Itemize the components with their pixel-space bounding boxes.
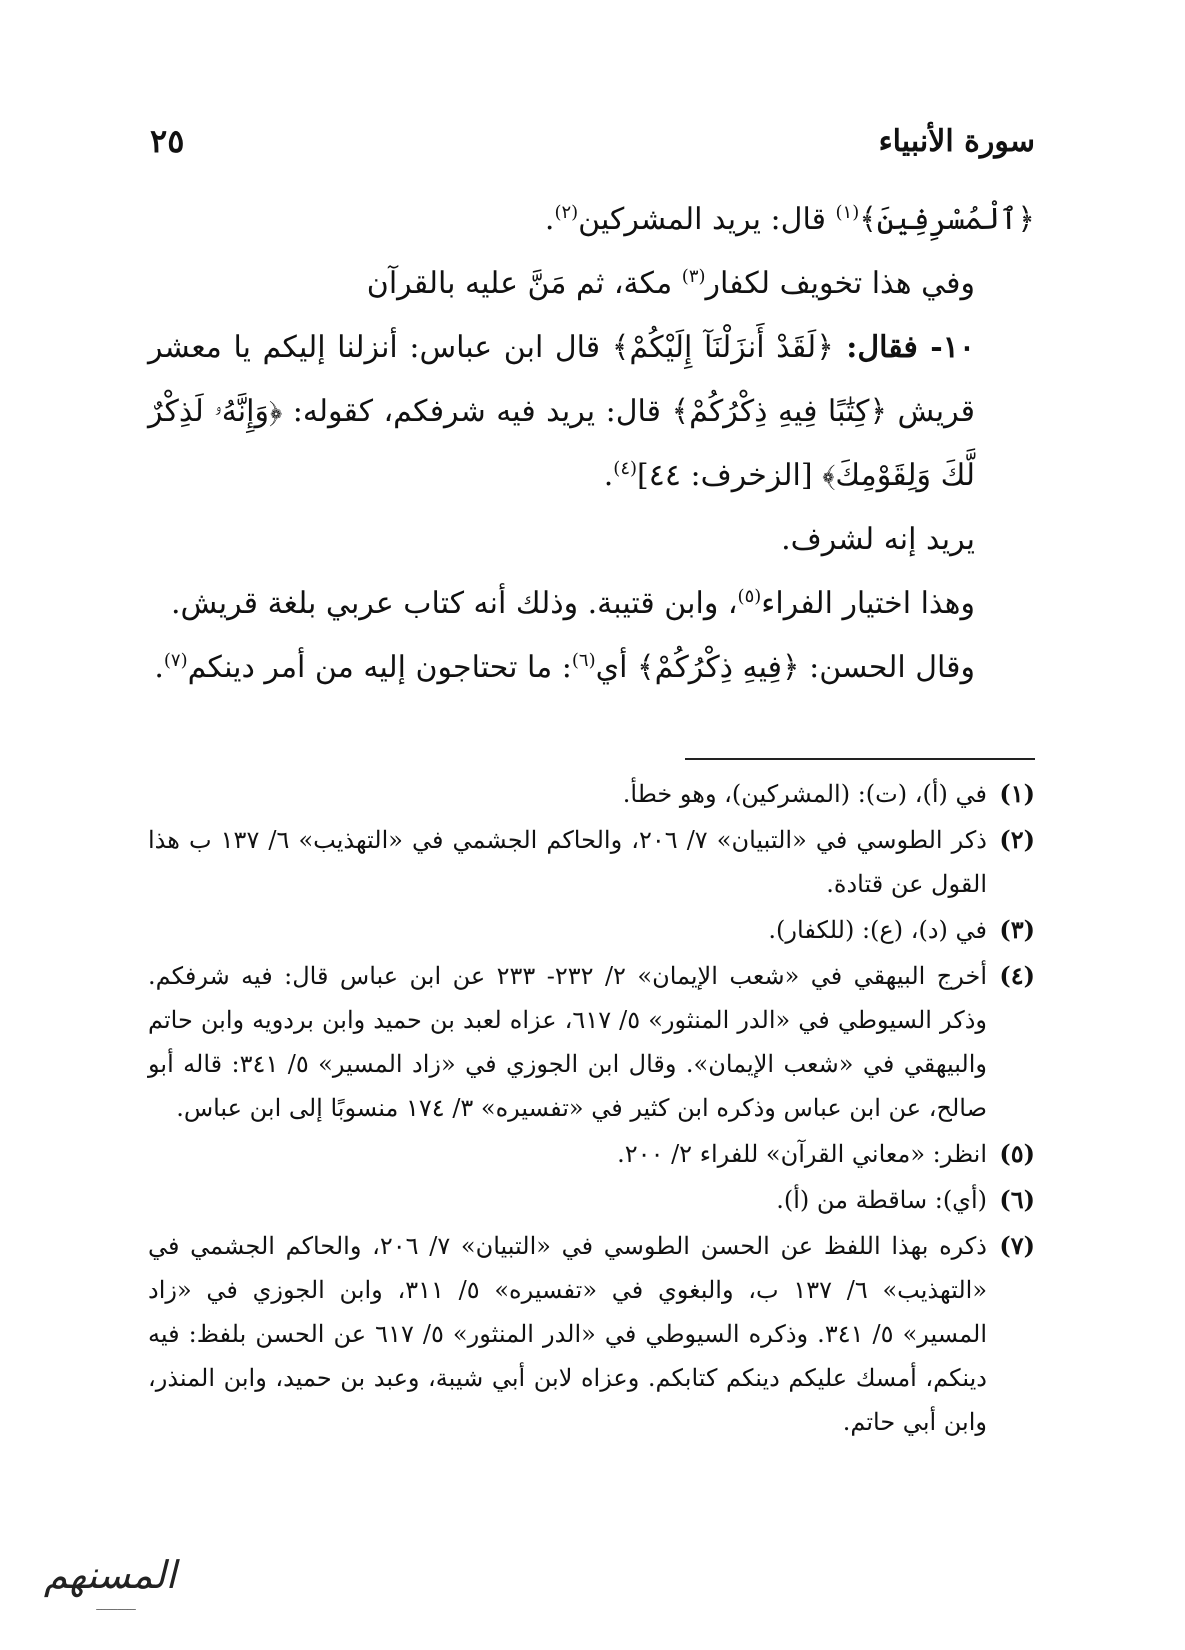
paragraph-5 — [148, 572, 1035, 636]
paragraph-text: [الزخرف: ٤٤] — [637, 458, 823, 493]
footnotes — [148, 772, 1035, 1446]
footnote-number: (٧) — [999, 1231, 1035, 1260]
footnote — [148, 1178, 1035, 1222]
footnote-text: في (أ)، (ت): (المشركين)، وهو خطأ. — [622, 780, 987, 808]
paragraph-1 — [148, 188, 1035, 252]
footnote-text: (أي): ساقطة من (أ). — [776, 1186, 987, 1214]
quran-verse: ﴿ لَقَدْ أَنزَلْنَآ إِلَيْكُمْ ﴾ — [612, 330, 834, 365]
footnote-number: (٣) — [999, 915, 1035, 944]
footnote-text: ذكر الطوسي في «التبيان» ٧/ ٢٠٦، والحاكم الجشمي في «التهذيب» ٦/ ١٣٧ ب هذا القول عن قتادة. — [148, 826, 987, 898]
footnote-number: (٦) — [999, 1185, 1035, 1214]
footnote-ref: (٣) — [681, 266, 706, 287]
paragraph-text: أي — [595, 650, 637, 685]
paragraph-4 — [148, 508, 1035, 572]
main-text — [148, 188, 1035, 700]
footnote-text: ذكره بهذا اللفظ عن الحسن الطوسي في «التبيان» ٧/ ٢٠٦، والحاكم الجشمي في «التهذيب» ٦/ ١٣٧ ب، والبغوي في «تفسيره» ٥/ ٣١١، وابن الجوزي في «زاد المسير» ٥/ ٣٤١. وذكره السيوطي في «الدر المنثور» ٥/ ٦١٧ عن الحسن بلفظ: فيه دينكم، أمسك عليكم دينكم كتابكم. وعزاه لابن أبي شيبة، وعبد بن حميد، وابن المنذر، وابن أبي حاتم. — [148, 1232, 987, 1436]
paragraph-6 — [148, 636, 1035, 700]
footnote-number: (٥) — [999, 1139, 1035, 1168]
paragraph-text: وفي هذا تخويف لكفار — [705, 266, 975, 301]
paragraph-2 — [148, 252, 1035, 316]
paragraph-text: وهذا اختيار الفراء — [761, 586, 975, 621]
footnote — [148, 954, 1035, 1130]
footnote-text: انظر: «معاني القرآن» للفراء ٢/ ٢٠٠. — [617, 1140, 987, 1168]
footnote — [148, 818, 1035, 906]
paragraph-text: ، وابن قتيبة. وذلك أنه كتاب عربي بلغة قريش. — [171, 586, 738, 621]
quran-verse: ﴿ فِيهِ ذِكْرُكُمْ ﴾ — [637, 650, 800, 685]
footnote-ref: (٦) — [571, 650, 596, 671]
paragraph-text: مكة، ثم مَنَّ عليه بالقرآن — [366, 266, 682, 301]
paragraph-text: . — [154, 650, 164, 685]
paragraph-text: قال: يريد فيه شرفكم، كقوله: — [282, 394, 672, 429]
quran-verse: ﴿ وَإِنَّهُۥ لَذِكْرٌ لَّكَ وَلِقَوْمِكَ ﴾ — [148, 394, 975, 493]
svg-text:المسنهم: المسنهم — [43, 1553, 177, 1597]
footnote-divider — [685, 758, 1035, 760]
footnote — [148, 1132, 1035, 1176]
surah-title: سورة الأنبياء — [878, 123, 1035, 159]
paragraph-text: : ما تحتاجون إليه من أمر دينكم — [187, 650, 572, 685]
page-number: ٢٥ — [150, 122, 185, 160]
footnote-number: (٢) — [999, 825, 1035, 854]
paragraph-text: قال ابن عباس: أنزلنا إليكم يا معشر قريش — [148, 330, 975, 429]
publisher-logo — [30, 1540, 190, 1620]
footnote-number: (٤) — [999, 961, 1035, 990]
quran-verse: ﴿ كِتَٰبًا فِيهِ ذِكْرُكُمْ ﴾ — [671, 394, 887, 429]
footnote-ref: (٥) — [737, 586, 762, 607]
footnote-ref: (٧) — [163, 650, 188, 671]
footnote-ref: (٢) — [554, 202, 579, 223]
footnote-text: أخرج البيهقي في «شعب الإيمان» ٢/ ٢٣٢- ٢٣٣ عن ابن عباس قال: فيه شرفكم. وذكر السيوطي في «الدر المنثور» ٥/ ٦١٧، عزاه لعبد بن حميد وابن بردويه وابن حاتم والبيهقي في «شعب الإيمان». وقال ابن الجوزي في «زاد المسير» ٥/ ٣٤١: قاله أبو صالح، عن ابن عباس وذكره ابن كثير في «تفسيره» ٣/ ١٧٤ منسوبًا إلى ابن عباس. — [148, 962, 988, 1122]
footnote-text: في (د)، (ع): (للكفار). — [768, 916, 987, 944]
footnote-ref: (١) — [835, 202, 860, 223]
paragraph-text: ١٠- فقال: — [833, 330, 975, 365]
svg-text:ـــــــــــــــ: ـــــــــــــــ — [96, 1603, 136, 1613]
footnote — [148, 772, 1035, 816]
paragraph-text: يريد إنه لشرف. — [781, 522, 975, 557]
footnote-number: (١) — [999, 779, 1035, 808]
paragraph-text: وقال الحسن: — [799, 650, 975, 685]
footnote — [148, 1224, 1035, 1444]
footnote-ref: (٤) — [613, 458, 638, 479]
paragraph-text: . — [544, 202, 555, 237]
paragraph-3 — [148, 316, 1035, 508]
quran-verse: ﴿ ٱلْمُسْرِفِينَ ﴾ — [859, 202, 1035, 237]
page-header — [150, 116, 1035, 166]
paragraph-text: قال: يريد المشركين — [578, 202, 836, 237]
footnote — [148, 908, 1035, 952]
paragraph-text: . — [603, 458, 614, 493]
